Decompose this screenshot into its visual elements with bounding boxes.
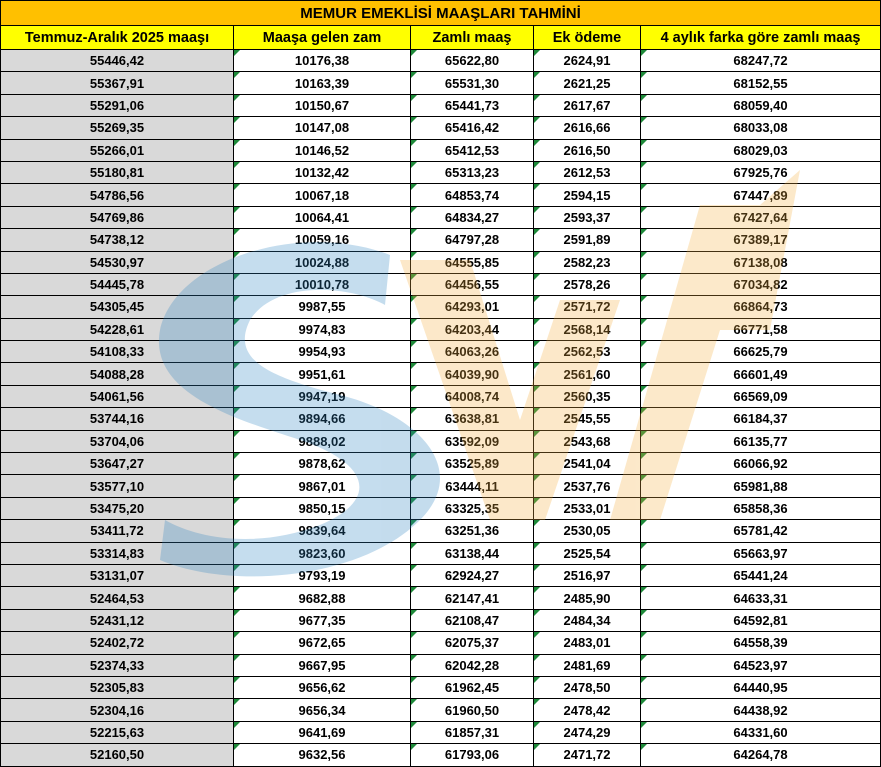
table-row (1, 609, 881, 631)
table-row (1, 296, 881, 318)
cell-raised-salary: 64555,85 (411, 251, 534, 273)
cell-extra-payment: 2533,01 (534, 497, 641, 519)
cell-raise-amount: 10064,41 (234, 206, 411, 228)
cell-salary-with-difference: 68152,55 (641, 72, 881, 94)
cell-raised-salary: 63325,35 (411, 497, 534, 519)
cell-salary-with-difference: 67389,17 (641, 229, 881, 251)
cell-extra-payment: 2562,53 (534, 341, 641, 363)
cell-salary-with-difference: 64523,97 (641, 654, 881, 676)
column-header-raised-salary: Zamlı maaş (411, 26, 534, 50)
column-header-current-salary: Temmuz-Aralık 2025 maaşı (1, 26, 234, 50)
table-row (1, 363, 881, 385)
cell-raised-salary: 64834,27 (411, 206, 534, 228)
cell-raise-amount: 9667,95 (234, 654, 411, 676)
cell-raise-amount: 9793,19 (234, 564, 411, 586)
cell-salary-with-difference: 66601,49 (641, 363, 881, 385)
cell-current-salary: 55269,35 (1, 117, 234, 139)
cell-raise-amount: 9656,34 (234, 699, 411, 721)
cell-raised-salary: 62075,37 (411, 632, 534, 654)
cell-current-salary: 52374,33 (1, 654, 234, 676)
cell-salary-with-difference: 64331,60 (641, 721, 881, 743)
cell-raised-salary: 64797,28 (411, 229, 534, 251)
cell-salary-with-difference: 68029,03 (641, 139, 881, 161)
table-row (1, 699, 881, 721)
cell-raise-amount: 9850,15 (234, 497, 411, 519)
cell-raised-salary: 64203,44 (411, 318, 534, 340)
table-row (1, 251, 881, 273)
cell-current-salary: 52304,16 (1, 699, 234, 721)
cell-extra-payment: 2478,50 (534, 676, 641, 698)
table-row (1, 139, 881, 161)
cell-raise-amount: 10067,18 (234, 184, 411, 206)
cell-raised-salary: 64039,90 (411, 363, 534, 385)
cell-current-salary: 54305,45 (1, 296, 234, 318)
cell-extra-payment: 2616,50 (534, 139, 641, 161)
cell-extra-payment: 2624,91 (534, 50, 641, 72)
cell-current-salary: 52215,63 (1, 721, 234, 743)
cell-extra-payment: 2591,89 (534, 229, 641, 251)
cell-current-salary: 53744,16 (1, 408, 234, 430)
table-row (1, 520, 881, 542)
cell-extra-payment: 2616,66 (534, 117, 641, 139)
cell-raised-salary: 65412,53 (411, 139, 534, 161)
cell-salary-with-difference: 65441,24 (641, 564, 881, 586)
cell-current-salary: 54088,28 (1, 363, 234, 385)
cell-raised-salary: 63444,11 (411, 475, 534, 497)
cell-extra-payment: 2541,04 (534, 453, 641, 475)
table-row (1, 453, 881, 475)
cell-current-salary: 54061,56 (1, 385, 234, 407)
cell-extra-payment: 2571,72 (534, 296, 641, 318)
cell-current-salary: 54769,86 (1, 206, 234, 228)
cell-current-salary: 54108,33 (1, 341, 234, 363)
cell-raised-salary: 61962,45 (411, 676, 534, 698)
cell-current-salary: 53704,06 (1, 430, 234, 452)
cell-extra-payment: 2516,97 (534, 564, 641, 586)
table-row (1, 161, 881, 183)
table-row (1, 475, 881, 497)
cell-raise-amount: 10010,78 (234, 273, 411, 295)
cell-raised-salary: 61960,50 (411, 699, 534, 721)
cell-salary-with-difference: 64438,92 (641, 699, 881, 721)
table-row (1, 632, 881, 654)
cell-raise-amount: 10163,39 (234, 72, 411, 94)
cell-raise-amount: 9677,35 (234, 609, 411, 631)
cell-raise-amount: 9878,62 (234, 453, 411, 475)
cell-raised-salary: 61793,06 (411, 744, 534, 766)
cell-raised-salary: 64853,74 (411, 184, 534, 206)
cell-raised-salary: 62108,47 (411, 609, 534, 631)
table-row (1, 50, 881, 72)
cell-raised-salary: 63251,36 (411, 520, 534, 542)
cell-salary-with-difference: 64440,95 (641, 676, 881, 698)
cell-salary-with-difference: 68247,72 (641, 50, 881, 72)
cell-raise-amount: 9888,02 (234, 430, 411, 452)
cell-salary-with-difference: 66066,92 (641, 453, 881, 475)
cell-raised-salary: 64063,26 (411, 341, 534, 363)
column-header-salary-with-difference: 4 aylık farka göre zamlı maaş (641, 26, 881, 50)
cell-current-salary: 54530,97 (1, 251, 234, 273)
cell-current-salary: 52464,53 (1, 587, 234, 609)
cell-current-salary: 55266,01 (1, 139, 234, 161)
table-row (1, 654, 881, 676)
cell-raised-salary: 63638,81 (411, 408, 534, 430)
cell-raise-amount: 10024,88 (234, 251, 411, 273)
cell-extra-payment: 2612,53 (534, 161, 641, 183)
cell-current-salary: 53577,10 (1, 475, 234, 497)
cell-extra-payment: 2471,72 (534, 744, 641, 766)
cell-raise-amount: 9632,56 (234, 744, 411, 766)
cell-current-salary: 52160,50 (1, 744, 234, 766)
cell-extra-payment: 2617,67 (534, 94, 641, 116)
table-row (1, 206, 881, 228)
cell-extra-payment: 2560,35 (534, 385, 641, 407)
cell-current-salary: 54786,56 (1, 184, 234, 206)
table-body (1, 50, 881, 767)
cell-extra-payment: 2481,69 (534, 654, 641, 676)
cell-salary-with-difference: 66771,58 (641, 318, 881, 340)
cell-current-salary: 54445,78 (1, 273, 234, 295)
cell-salary-with-difference: 67034,82 (641, 273, 881, 295)
table-row (1, 721, 881, 743)
cell-raised-salary: 65416,42 (411, 117, 534, 139)
table-row (1, 408, 881, 430)
cell-salary-with-difference: 66184,37 (641, 408, 881, 430)
column-header-extra-payment: Ek ödeme (534, 26, 641, 50)
cell-extra-payment: 2537,76 (534, 475, 641, 497)
cell-raised-salary: 63592,09 (411, 430, 534, 452)
cell-raise-amount: 9682,88 (234, 587, 411, 609)
cell-salary-with-difference: 67447,89 (641, 184, 881, 206)
cell-raise-amount: 9656,62 (234, 676, 411, 698)
table-row (1, 430, 881, 452)
cell-raise-amount: 9672,65 (234, 632, 411, 654)
table-row (1, 341, 881, 363)
cell-extra-payment: 2484,34 (534, 609, 641, 631)
table-row (1, 564, 881, 586)
cell-raise-amount: 9839,64 (234, 520, 411, 542)
table-title: MEMUR EMEKLİSİ MAAŞLARI TAHMİNİ (1, 1, 881, 26)
cell-salary-with-difference: 65781,42 (641, 520, 881, 542)
cell-salary-with-difference: 65981,88 (641, 475, 881, 497)
cell-current-salary: 53647,27 (1, 453, 234, 475)
cell-raised-salary: 64456,55 (411, 273, 534, 295)
cell-salary-with-difference: 68059,40 (641, 94, 881, 116)
cell-raise-amount: 10150,67 (234, 94, 411, 116)
cell-current-salary: 52402,72 (1, 632, 234, 654)
cell-current-salary: 53411,72 (1, 520, 234, 542)
table-row (1, 676, 881, 698)
cell-current-salary: 53314,83 (1, 542, 234, 564)
cell-extra-payment: 2543,68 (534, 430, 641, 452)
cell-raise-amount: 10147,08 (234, 117, 411, 139)
cell-current-salary: 53131,07 (1, 564, 234, 586)
cell-extra-payment: 2594,15 (534, 184, 641, 206)
cell-current-salary: 52305,83 (1, 676, 234, 698)
cell-extra-payment: 2578,26 (534, 273, 641, 295)
cell-raised-salary: 63525,89 (411, 453, 534, 475)
cell-extra-payment: 2545,55 (534, 408, 641, 430)
cell-salary-with-difference: 64264,78 (641, 744, 881, 766)
cell-raised-salary: 64293,01 (411, 296, 534, 318)
cell-extra-payment: 2561,60 (534, 363, 641, 385)
cell-extra-payment: 2582,23 (534, 251, 641, 273)
cell-salary-with-difference: 66625,79 (641, 341, 881, 363)
table-row (1, 229, 881, 251)
cell-raised-salary: 62924,27 (411, 564, 534, 586)
cell-raise-amount: 10146,52 (234, 139, 411, 161)
cell-raised-salary: 65441,73 (411, 94, 534, 116)
table-row (1, 542, 881, 564)
cell-extra-payment: 2568,14 (534, 318, 641, 340)
cell-raise-amount: 9894,66 (234, 408, 411, 430)
table-row (1, 273, 881, 295)
cell-current-salary: 53475,20 (1, 497, 234, 519)
cell-extra-payment: 2525,54 (534, 542, 641, 564)
cell-raised-salary: 64008,74 (411, 385, 534, 407)
table-row (1, 385, 881, 407)
cell-salary-with-difference: 67925,76 (641, 161, 881, 183)
cell-salary-with-difference: 64633,31 (641, 587, 881, 609)
table-row (1, 117, 881, 139)
cell-raise-amount: 9867,01 (234, 475, 411, 497)
table-row (1, 744, 881, 766)
cell-current-salary: 52431,12 (1, 609, 234, 631)
cell-raise-amount: 9947,19 (234, 385, 411, 407)
table-row (1, 72, 881, 94)
cell-salary-with-difference: 65663,97 (641, 542, 881, 564)
cell-raise-amount: 9641,69 (234, 721, 411, 743)
cell-raised-salary: 62147,41 (411, 587, 534, 609)
cell-raise-amount: 10059,16 (234, 229, 411, 251)
table-row (1, 497, 881, 519)
cell-extra-payment: 2485,90 (534, 587, 641, 609)
cell-extra-payment: 2593,37 (534, 206, 641, 228)
cell-salary-with-difference: 64592,81 (641, 609, 881, 631)
cell-salary-with-difference: 66135,77 (641, 430, 881, 452)
cell-salary-with-difference: 68033,08 (641, 117, 881, 139)
cell-salary-with-difference: 67138,08 (641, 251, 881, 273)
cell-raise-amount: 9974,83 (234, 318, 411, 340)
cell-extra-payment: 2483,01 (534, 632, 641, 654)
cell-raised-salary: 65622,80 (411, 50, 534, 72)
cell-current-salary: 54228,61 (1, 318, 234, 340)
cell-salary-with-difference: 67427,64 (641, 206, 881, 228)
cell-current-salary: 54738,12 (1, 229, 234, 251)
table-row (1, 184, 881, 206)
cell-extra-payment: 2530,05 (534, 520, 641, 542)
cell-salary-with-difference: 65858,36 (641, 497, 881, 519)
cell-raise-amount: 10132,42 (234, 161, 411, 183)
cell-raised-salary: 62042,28 (411, 654, 534, 676)
cell-raised-salary: 63138,44 (411, 542, 534, 564)
cell-current-salary: 55180,81 (1, 161, 234, 183)
cell-current-salary: 55291,06 (1, 94, 234, 116)
table-row (1, 318, 881, 340)
cell-raise-amount: 9951,61 (234, 363, 411, 385)
cell-extra-payment: 2474,29 (534, 721, 641, 743)
cell-current-salary: 55367,91 (1, 72, 234, 94)
cell-salary-with-difference: 66569,09 (641, 385, 881, 407)
cell-raise-amount: 9823,60 (234, 542, 411, 564)
cell-raise-amount: 10176,38 (234, 50, 411, 72)
table-row (1, 94, 881, 116)
cell-salary-with-difference: 66864,73 (641, 296, 881, 318)
cell-raise-amount: 9954,93 (234, 341, 411, 363)
cell-extra-payment: 2621,25 (534, 72, 641, 94)
cell-current-salary: 55446,42 (1, 50, 234, 72)
column-header-raise-amount: Maaşa gelen zam (234, 26, 411, 50)
cell-raised-salary: 61857,31 (411, 721, 534, 743)
cell-extra-payment: 2478,42 (534, 699, 641, 721)
cell-raise-amount: 9987,55 (234, 296, 411, 318)
cell-salary-with-difference: 64558,39 (641, 632, 881, 654)
cell-raised-salary: 65531,30 (411, 72, 534, 94)
cell-raised-salary: 65313,23 (411, 161, 534, 183)
table-row (1, 587, 881, 609)
